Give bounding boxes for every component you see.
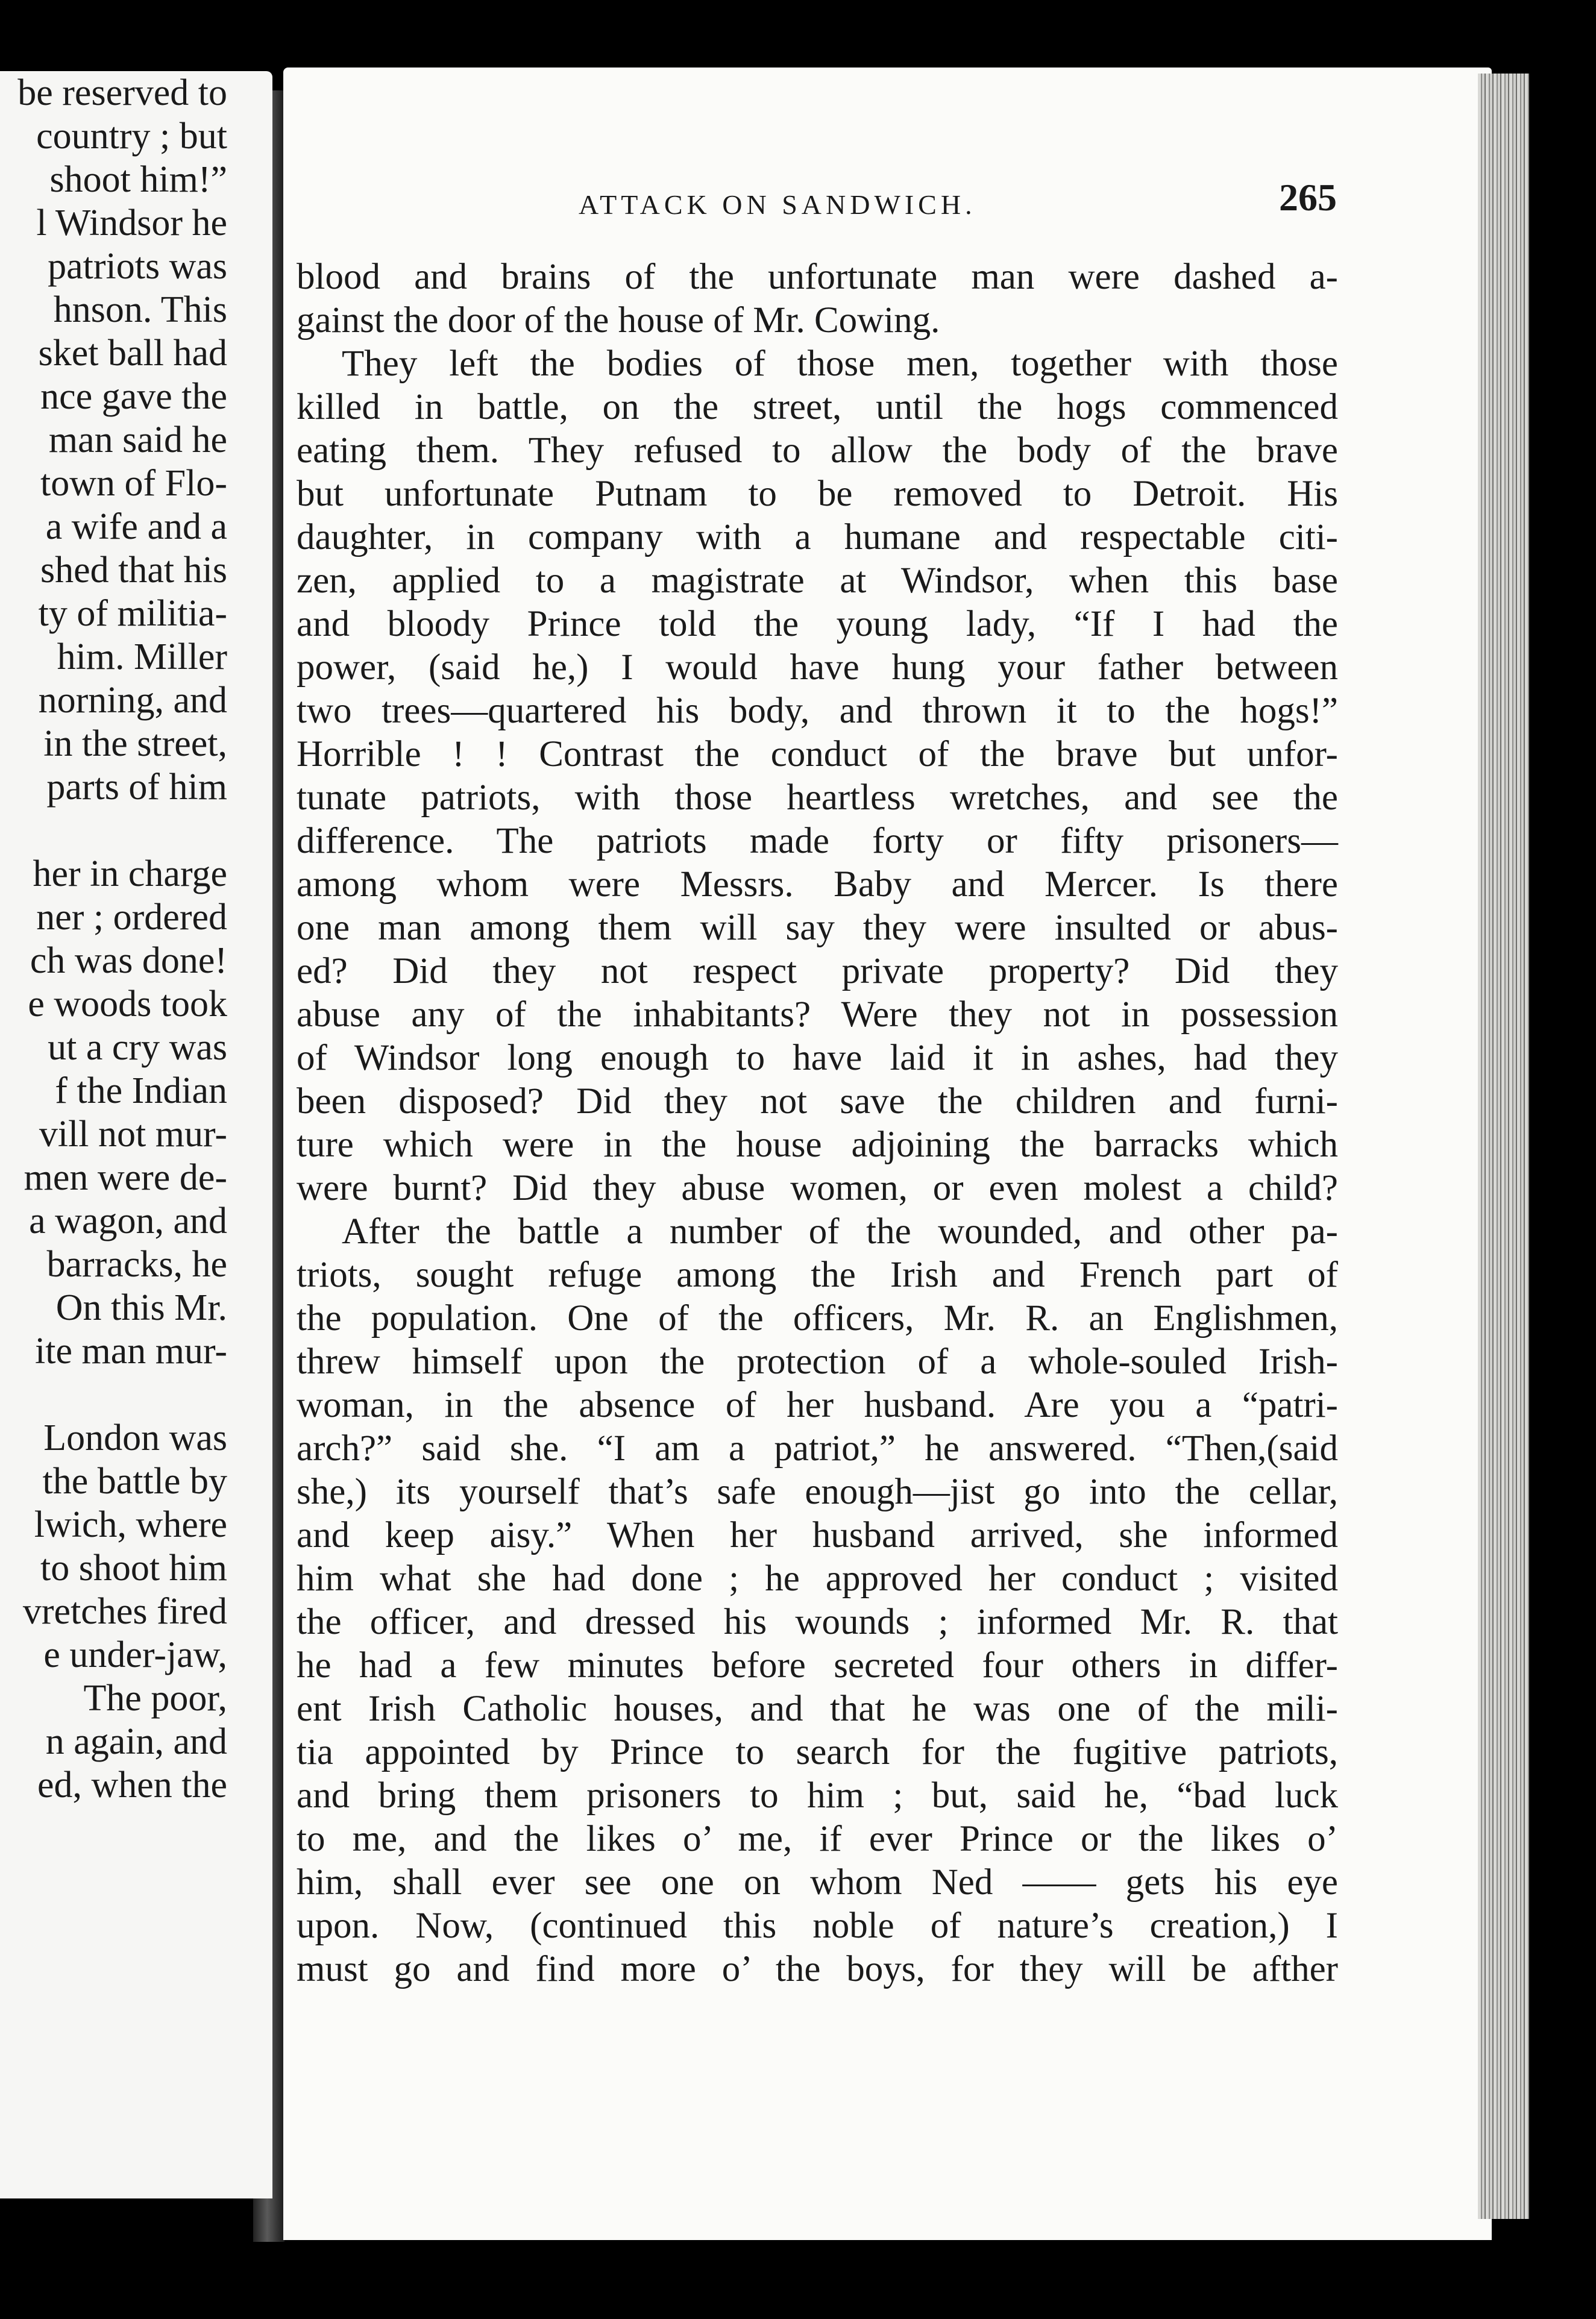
left-page-line: country ; but bbox=[36, 116, 227, 157]
left-page-line: l Windsor he bbox=[36, 202, 227, 243]
left-page-line: to shoot him bbox=[40, 1548, 227, 1589]
left-page-line: norning, and bbox=[38, 680, 227, 721]
body-text bbox=[297, 256, 1338, 1991]
left-page-line: shoot him!” bbox=[49, 159, 227, 200]
left-page-line: ch was done! bbox=[30, 940, 227, 981]
left-page-line: him. Miller bbox=[57, 636, 227, 677]
text-line: he had a few minutes before secreted four others in differ- bbox=[297, 1645, 1338, 1686]
left-page-line: ty of militia- bbox=[38, 593, 227, 634]
text-line: to me, and the likes o’ me, if ever Prince or the likes o’ bbox=[297, 1819, 1338, 1859]
text-line: After the battle a number of the wounded, and other pa- bbox=[342, 1211, 1338, 1252]
left-page-line: ed, when the bbox=[37, 1765, 227, 1806]
text-line: abuse any of the inhabitants? Were they not in possession bbox=[297, 994, 1338, 1035]
left-page-line: London was bbox=[43, 1417, 227, 1458]
text-line: threw himself upon the protection of a whole-souled Irish- bbox=[297, 1342, 1338, 1382]
text-line: zen, applied to a magistrate at Windsor, when this base bbox=[297, 560, 1338, 601]
left-page-line: a wife and a bbox=[45, 506, 227, 547]
left-page-line: be reserved to bbox=[17, 72, 227, 113]
left-page-line: men were de- bbox=[24, 1157, 227, 1198]
text-line: were burnt? Did they abuse women, or even molest a child? bbox=[297, 1168, 1338, 1208]
text-line: power, (said he,) I would have hung your father between bbox=[297, 647, 1338, 688]
text-line: ture which were in the house adjoining the barracks which bbox=[297, 1125, 1338, 1165]
text-line: she,) its yourself that’s safe enough—jist go into the cellar, bbox=[297, 1472, 1338, 1512]
left-page-line: nce gave the bbox=[40, 376, 227, 417]
text-line: but unfortunate Putnam to be removed to Detroit. His bbox=[297, 474, 1338, 514]
text-line: among whom were Messrs. Baby and Mercer. Is there bbox=[297, 864, 1338, 905]
text-line: daughter, in company with a humane and respectable citi- bbox=[297, 517, 1338, 557]
text-line: must go and find more o’ the boys, for they will be afther bbox=[297, 1949, 1338, 1989]
left-page-line bbox=[0, 809, 227, 852]
left-page-line: The poor, bbox=[83, 1678, 227, 1719]
text-line: one man among them will say they were insulted or abus- bbox=[297, 908, 1338, 948]
left-page-line: her in charge bbox=[33, 853, 227, 894]
text-line: upon. Now, (continued this noble of nature’s creation,) I bbox=[297, 1906, 1338, 1946]
left-page-line: vretches fired bbox=[22, 1591, 227, 1632]
left-page-line: the battle by bbox=[42, 1461, 227, 1502]
left-page-line: in the street, bbox=[43, 723, 227, 764]
page-number: 265 bbox=[1279, 176, 1337, 219]
left-page bbox=[0, 71, 272, 2198]
text-line: eating them. They refused to allow the body of the brave bbox=[297, 430, 1338, 471]
left-page-line: man said he bbox=[48, 419, 227, 460]
text-line: blood and brains of the unfortunate man were dashed a- bbox=[297, 257, 1338, 297]
left-page-line: town of Flo- bbox=[40, 463, 227, 504]
text-line: of Windsor long enough to have laid it in ashes, had they bbox=[297, 1038, 1338, 1078]
text-line: tia appointed by Prince to search for the fugitive patriots, bbox=[297, 1732, 1338, 1772]
text-line: tunate patriots, with those heartless wretches, and see the bbox=[297, 777, 1338, 818]
left-page-line: e under-jaw, bbox=[43, 1634, 227, 1675]
left-page-line: hnson. This bbox=[53, 289, 227, 330]
text-line: triots, sought refuge among the Irish and French part of bbox=[297, 1255, 1338, 1295]
text-line: arch?” said she. “I am a patriot,” he answered. “Then,(said bbox=[297, 1428, 1338, 1469]
page-edges bbox=[1478, 74, 1529, 2219]
text-line: difference. The patriots made forty or fifty prisoners— bbox=[297, 821, 1338, 861]
text-line: killed in battle, on the street, until the hogs commenced bbox=[297, 387, 1338, 427]
running-header: ATTACK ON SANDWICH. bbox=[579, 189, 976, 220]
left-page-line: vill not mur- bbox=[39, 1114, 227, 1155]
left-page-line: parts of him bbox=[46, 767, 227, 808]
text-line: him, shall ever see one on whom Ned —— gets his eye bbox=[297, 1862, 1338, 1903]
text-line: ed? Did they not respect private property? Did they bbox=[297, 951, 1338, 991]
text-line: ent Irish Catholic houses, and that he was one of the mili- bbox=[297, 1689, 1338, 1729]
left-page-line: sket ball had bbox=[38, 333, 227, 374]
left-page-line: lwich, where bbox=[34, 1504, 227, 1545]
left-page-line: n again, and bbox=[45, 1721, 227, 1762]
text-line: and bloody Prince told the young lady, “If I had the bbox=[297, 604, 1338, 644]
left-page-line: e woods took bbox=[28, 984, 227, 1025]
left-page-line: barracks, he bbox=[46, 1244, 227, 1285]
left-page-line: shed that his bbox=[40, 550, 227, 591]
text-line: woman, in the absence of her husband. Are you a “patri- bbox=[297, 1385, 1338, 1425]
left-page-line: patriots was bbox=[48, 246, 227, 287]
text-line: the officer, and dressed his wounds ; informed Mr. R. that bbox=[297, 1602, 1338, 1642]
text-line: and keep aisy.” When her husband arrived, she informed bbox=[297, 1515, 1338, 1555]
text-line: him what she had done ; he approved her conduct ; visited bbox=[297, 1558, 1338, 1599]
text-line: the population. One of the officers, Mr. R. an Englishmen, bbox=[297, 1298, 1338, 1338]
left-page-line: a wagon, and bbox=[29, 1200, 227, 1241]
text-line: Horrible ! ! Contrast the conduct of the brave but unfor- bbox=[297, 734, 1338, 774]
text-line: They left the bodies of those men, together with those bbox=[342, 344, 1338, 384]
text-line: and bring them prisoners to him ; but, said he, “bad luck bbox=[297, 1775, 1338, 1816]
text-line: two trees—quartered his body, and thrown it to the hogs!” bbox=[297, 691, 1338, 731]
left-page-text bbox=[0, 71, 227, 1807]
left-page-line: ner ; ordered bbox=[36, 897, 227, 938]
left-page-line: ite man mur- bbox=[35, 1331, 227, 1372]
left-page-line bbox=[0, 1373, 227, 1416]
text-line: gainst the door of the house of Mr. Cowing. bbox=[297, 300, 940, 340]
left-page-line: ut a cry was bbox=[48, 1027, 227, 1068]
text-line: been disposed? Did they not save the children and furni- bbox=[297, 1081, 1338, 1122]
left-page-line: On this Mr. bbox=[55, 1287, 227, 1328]
left-page-line: f the Indian bbox=[55, 1070, 227, 1111]
